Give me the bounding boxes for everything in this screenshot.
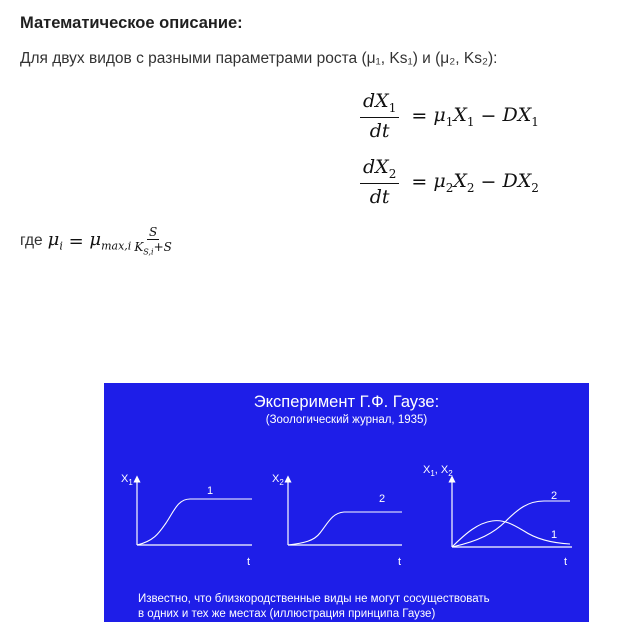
y-axis-label: $X_1$, $X_2$ <box>423 464 453 478</box>
slide-note-line-1: Известно, что близкородственные виды не могут сосуществовать <box>138 593 490 605</box>
chart-species-2 <box>272 473 402 568</box>
y-axis-label: $X_2$ <box>272 473 284 487</box>
intro-text: Для двух видов с разными параметрами роста (μ₁, Ks₁) и (μ₂, Ks₂): <box>20 50 498 67</box>
x-axis-label: t <box>247 556 251 568</box>
chart-competition <box>423 464 572 568</box>
x-axis-label: t <box>564 556 568 568</box>
monod-definition <box>20 226 172 256</box>
derivative-fraction: $\frac{dX_1}{dt}$ <box>360 92 399 141</box>
growth-curve-2 <box>288 512 402 545</box>
slide-note-line-2: в одних и тех же местах (иллюстрация принципа Гаузе) <box>138 608 436 620</box>
slide-title: Эксперимент Г.Ф. Гаузе: <box>253 393 440 411</box>
curve-label-2: 2 <box>551 490 558 502</box>
curve-label: 1 <box>207 485 214 497</box>
where-label: где <box>20 232 43 250</box>
monod-fraction: $\frac{S}{K_{S,i}+S}$ <box>134 225 172 257</box>
x-axis-label: t <box>398 556 402 568</box>
equation-species-2: $\frac{dX_2}{dt}$ = $\mu_2X_2$ − $DX_2$ <box>360 158 539 207</box>
section-heading: Математическое описание: <box>20 14 243 32</box>
slide-note <box>138 592 490 622</box>
gause-experiment-slide <box>104 383 589 622</box>
monod-formula: $\mu_i$ = $\mu_{max,i}$ $\frac{S}{K_{S,i}+S}$ <box>47 225 172 257</box>
derivative-fraction: $\frac{dX_2}{dt}$ <box>360 158 399 207</box>
curve-label: 2 <box>379 493 386 505</box>
growth-charts <box>104 383 589 622</box>
growth-curve-1 <box>137 499 252 545</box>
equation-species-1: $\frac{dX_1}{dt}$ = $\mu_1X_1$ − $DX_1$ <box>360 92 539 141</box>
curve-label-1: 1 <box>551 529 558 541</box>
slide-subtitle: (Зоологический журнал, 1935) <box>265 414 428 426</box>
y-axis-label: $X_1$ <box>121 473 133 487</box>
chart-species-1 <box>121 473 252 568</box>
